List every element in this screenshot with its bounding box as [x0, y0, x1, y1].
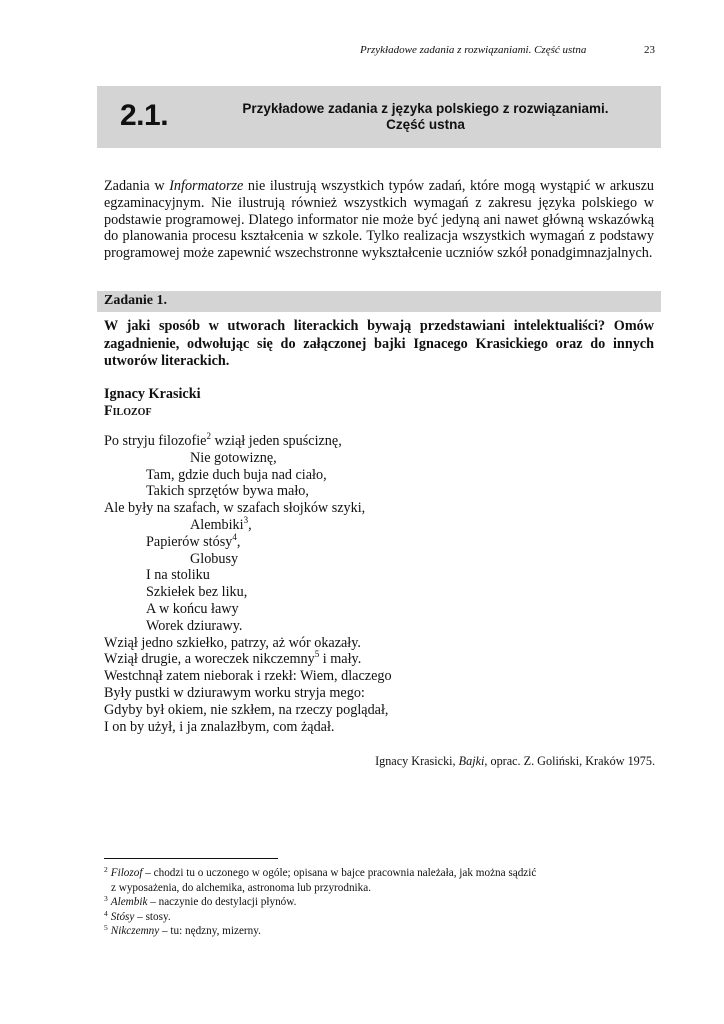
section-header [97, 86, 661, 148]
footnote: $^4$ Stósy – stosy. [104, 908, 171, 923]
poem-line: Gdyby był okiem, nie szkłem, na rzeczy poglądał, [104, 701, 389, 718]
poem-title: Filozof [104, 403, 152, 419]
task-header [97, 291, 661, 312]
section-number: 2.1. [120, 99, 169, 132]
source-post: , oprac. Z. Goliński, Kraków 1975. [484, 754, 655, 768]
intro-paragraph [104, 178, 654, 262]
poem-source [375, 754, 655, 769]
footnote-divider [104, 858, 278, 859]
poem-line: Szkiełek bez liku, [146, 584, 248, 601]
footnotes [104, 866, 655, 939]
poem-line: A w końcu ławy [146, 601, 239, 617]
intro-part2: nie ilustrują wszystkich typów zadań, które mogą wystąpić w arkuszu egzaminacyjnym. Nie ilustrują również wszystkich wymagań z zakresu języka polskiego w podstawie programowej. Dlatego informator nie może być jedyną ani nawet główną wskazówką do planowania procesu kształcenia w szkole. Tylko realizacja wszystkich wymagań z podstawy programowej może zapewnić wszechstronne wykształcenie uczniów szkół ponadgimnazjalnych. [104, 178, 654, 262]
running-header [360, 44, 655, 56]
footnote-ref: 5 [314, 649, 320, 660]
poem-line: Wziął drugie, a woreczek nikczemny$^5$ i mały. [104, 649, 362, 668]
section-title [237, 101, 614, 133]
poem-line: Po stryju filozofie$^2$ wziął jeden spuściznę, [104, 431, 342, 449]
footnote-ref: 3 [243, 515, 249, 525]
poem-line: Takich sprzętów bywa mało, [146, 483, 309, 500]
poem-author: Ignacy Krasicki [104, 386, 201, 402]
poem-line: Wziął jedno szkiełko, patrzy, aż wór okazały. [104, 634, 361, 651]
section-title-line1: Przykładowe zadania z języka polskiego z rozwiązaniami. [242, 101, 609, 116]
poem-line: Papierów stósy$^4$, [146, 531, 241, 550]
footnote-ref: 2 [206, 431, 211, 441]
footnote: $^2$ Filozof – chodzi tu o uczonego w ogóle; opisana w bajce pracownia należała, jak można sądzić [104, 865, 537, 879]
source-italic: Bajki [458, 754, 485, 768]
source-pre: Ignacy Krasicki, [375, 754, 459, 768]
poem-line: Ale były na szafach, w szafach słojków szyki, [104, 500, 366, 517]
poem-line: I on by użył, i ja znalazłbym, com żądał. [104, 718, 335, 735]
poem-line: Westchnął zatem nieborak i rzekł: Wiem, dlaczego [104, 668, 392, 685]
poem-line: Worek dziurawy. [146, 617, 243, 634]
section-title-line2: Część ustna [386, 117, 465, 132]
running-title: Przykładowe zadania z rozwiązaniami. Część ustna [360, 44, 587, 56]
footnote-continuation: z wyposażenia, do alchemika, astronoma lub przyrodnika. [111, 881, 372, 894]
poem-line: I na stoliku [146, 567, 210, 584]
footnote-ref: 4 [232, 531, 237, 542]
poem-line: Alembiki$^3$, [190, 515, 252, 533]
task-question: W jaki sposób w utworach literackich bywają przedstawiani intelektualiści? Omów zagadnienie, odwołując się do załączonej bajki Ignacego Krasickiego oraz do innych utworów literackich. [104, 318, 654, 369]
intro-part1: Zadania w [104, 178, 170, 194]
footnote: $^3$ Alembik – naczynie do destylacji płynów. [104, 894, 297, 909]
poem-line: Nie gotowiznę, [190, 449, 277, 466]
poem-line: Tam, gdzie duch buja nad ciało, [146, 466, 327, 483]
task-label: Zadanie 1. [104, 293, 168, 308]
poem-line: Globusy [190, 550, 239, 567]
intro-italic: Informatorze [169, 178, 244, 194]
page-number: 23 [644, 44, 655, 56]
footnote: $^5$ Nikczemny – tu: nędzny, mizerny. [104, 923, 261, 938]
poem-line: Były pustki w dziurawym worku stryja mego: [104, 685, 365, 701]
